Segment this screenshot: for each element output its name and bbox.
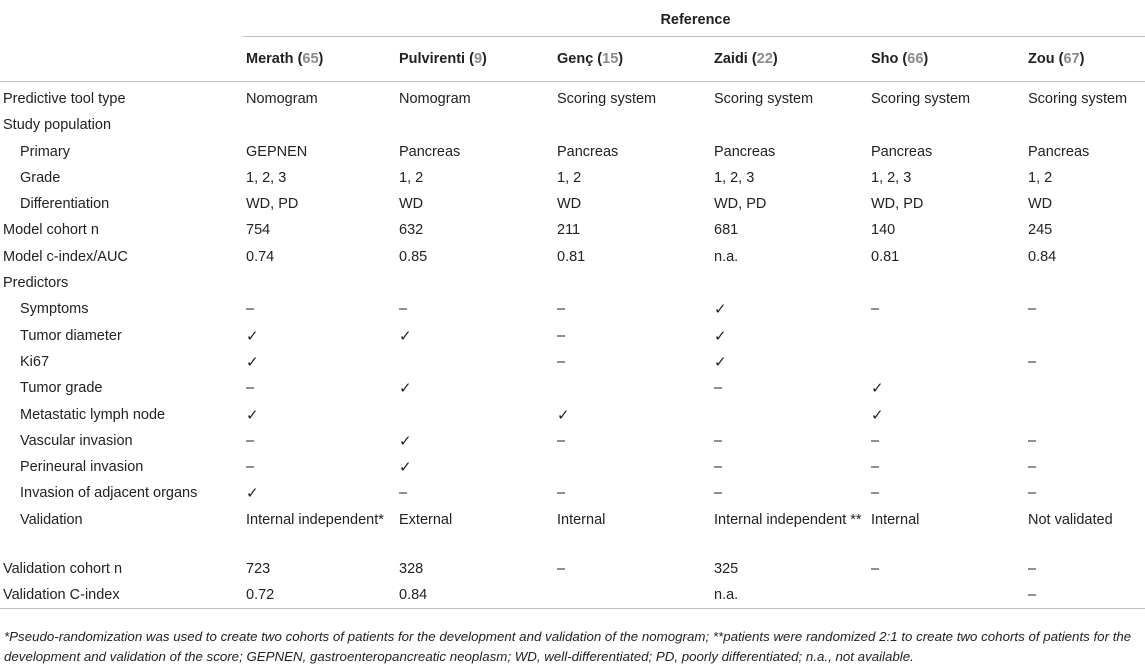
table-cell: Scoring system <box>871 91 971 107</box>
citation-link[interactable]: 67 <box>1063 51 1080 67</box>
column-author: Pulvirenti <box>399 51 466 67</box>
table-cell: GEPNEN <box>246 143 308 160</box>
table-cell: 0.85 <box>399 248 428 265</box>
column-header: Genç (15) <box>554 37 711 82</box>
row-label: Model c-index/AUC <box>3 248 128 265</box>
table-cell <box>554 582 711 609</box>
table-cell <box>1025 323 1145 349</box>
table-cell <box>396 402 554 428</box>
table-cell: Pancreas <box>557 143 619 160</box>
table-cell: 632 <box>399 222 424 239</box>
table-row <box>0 402 1145 428</box>
table-cell: – <box>871 301 880 318</box>
table-footnote: *Pseudo-randomization was used to create two cohorts of patients for the development and validation of the nomogram; **patients were randomized 2:1 to create two cohorts of patients for the development and validation of the score; GEPNEN, gastroenteropancreatic neoplasm; WD, well-differentiated; PD, poorly differentiated; n.a., not available. <box>4 629 1132 664</box>
table-cell <box>554 454 711 480</box>
table-cell: – <box>871 459 880 476</box>
table-cell: 0.81 <box>871 248 900 265</box>
row-label: Study population <box>3 117 112 134</box>
table-cell <box>554 270 711 296</box>
table-cell: – <box>557 353 566 370</box>
check-mark-cell: ✓ <box>871 379 884 398</box>
table-cell <box>396 270 554 296</box>
table-cell: 681 <box>714 222 739 239</box>
table-cell: 1, 2, 3 <box>871 169 912 186</box>
table-cell: – <box>714 485 723 502</box>
table-cell <box>868 112 1025 138</box>
check-mark-cell: ✓ <box>246 405 259 424</box>
column-author: Zou <box>1028 51 1055 67</box>
table-cell: WD, PD <box>246 196 299 213</box>
table-row <box>0 582 1145 609</box>
column-header: Merath (65) <box>243 37 396 82</box>
table-cell: Scoring system <box>557 91 657 107</box>
table-cell: 754 <box>246 222 271 239</box>
table-cell: – <box>714 432 723 449</box>
table-cell: 245 <box>1028 222 1053 239</box>
citation-link[interactable]: 66 <box>907 51 924 67</box>
table-cell: – <box>557 301 566 318</box>
table-cell: 0.81 <box>557 248 586 265</box>
table-cell: – <box>871 432 880 449</box>
table-cell <box>396 349 554 375</box>
row-label: Metastatic lymph node <box>20 406 166 423</box>
row-label: Primary <box>20 143 70 160</box>
table-cell: – <box>557 327 566 344</box>
table-cell: 1, 2 <box>557 169 582 186</box>
table-cell: WD, PD <box>871 196 924 213</box>
check-mark-cell: ✓ <box>399 458 412 477</box>
table-cell: 0.72 <box>243 582 396 609</box>
table-cell: – <box>714 459 723 476</box>
table-cell: – <box>1028 353 1037 370</box>
table-row <box>0 270 1145 296</box>
row-label: Predictors <box>3 275 69 292</box>
table-cell: 140 <box>871 222 896 239</box>
citation-link[interactable]: 15 <box>602 51 619 67</box>
table-cell: Internal <box>557 511 606 528</box>
table-cell <box>868 323 1025 349</box>
table-cell: 1, 2, 3 <box>246 169 287 186</box>
table-row <box>0 323 1145 349</box>
check-mark-cell: ✓ <box>246 352 259 371</box>
column-header: Sho (66) <box>868 37 1025 82</box>
table-body <box>0 82 1145 609</box>
table-cell: 0.84 <box>1028 248 1057 265</box>
row-label: Tumor diameter <box>20 327 122 344</box>
label-column-header <box>0 37 243 82</box>
table-cell: – <box>557 485 566 502</box>
row-label: Perineural invasion <box>20 459 144 476</box>
table-row <box>0 112 1145 138</box>
column-header: Pulvirenti (9) <box>396 37 554 82</box>
table-cell <box>243 270 396 296</box>
corner-cell <box>0 4 243 37</box>
table-row <box>0 454 1145 480</box>
check-mark-cell: ✓ <box>246 326 259 345</box>
table-cell: Pancreas <box>871 143 933 160</box>
table-row <box>0 507 1145 556</box>
column-author: Zaidi <box>714 51 748 67</box>
table-cell: Nomogram <box>246 91 318 107</box>
table-row <box>0 556 1145 582</box>
table-cell: Internal independent ** <box>714 511 862 528</box>
check-mark-cell: ✓ <box>557 405 570 424</box>
table-row <box>0 191 1145 217</box>
citation-link[interactable]: 22 <box>756 51 773 67</box>
table-cell: – <box>1028 560 1037 577</box>
table-cell: 1, 2 <box>1028 169 1053 186</box>
table-cell <box>711 402 868 428</box>
column-author: Sho <box>871 51 899 67</box>
check-mark-cell: ✓ <box>714 300 727 319</box>
table-cell <box>1025 270 1145 296</box>
table-cell: Pancreas <box>399 143 461 160</box>
check-mark-cell: ✓ <box>871 405 884 424</box>
column-header: Zou (67) <box>1025 37 1145 82</box>
row-label: Invasion of adjacent organs <box>20 485 198 502</box>
table-cell: 211 <box>557 222 581 239</box>
table-cell <box>711 112 868 138</box>
table-cell: – <box>1028 459 1037 476</box>
check-mark-cell: ✓ <box>399 326 412 345</box>
table-cell: WD <box>557 196 582 213</box>
table-cell: – <box>1028 432 1037 449</box>
table-cell: 723 <box>246 560 271 577</box>
table-cell: – <box>871 560 880 577</box>
table-cell: Pancreas <box>714 143 776 160</box>
row-label: Predictive tool type <box>3 91 126 107</box>
table-cell: – <box>1028 485 1037 502</box>
table-row <box>0 428 1145 454</box>
reference-header-row <box>0 4 1145 37</box>
table-cell: n.a. <box>714 248 739 265</box>
row-label: Ki67 <box>20 353 50 370</box>
table-cell: 325 <box>714 560 739 577</box>
check-mark-cell: ✓ <box>714 326 727 345</box>
table-cell: 0.84 <box>396 582 554 609</box>
table-cell: – <box>557 432 566 449</box>
table-cell: WD, PD <box>714 196 767 213</box>
table-cell: – <box>557 560 566 577</box>
column-author: Merath <box>246 51 294 67</box>
table-cell: Nomogram <box>399 91 471 107</box>
comparison-table <box>0 4 1145 609</box>
table-cell <box>554 375 711 401</box>
table-row <box>0 480 1145 506</box>
table-cell: Scoring system <box>714 91 814 107</box>
table-cell: 1, 2, 3 <box>714 169 755 186</box>
table-cell <box>868 270 1025 296</box>
check-mark-cell: ✓ <box>399 431 412 450</box>
table-cell <box>868 349 1025 375</box>
row-label: Differentiation <box>20 196 110 213</box>
table-cell: – <box>399 485 408 502</box>
table-cell <box>243 112 396 138</box>
row-label: Validation C-index <box>0 582 243 609</box>
row-label: Symptoms <box>20 301 89 318</box>
table-cell <box>554 112 711 138</box>
table-cell: – <box>1028 301 1037 318</box>
table-cell: Pancreas <box>1028 143 1090 160</box>
table-cell: – <box>871 485 880 502</box>
table-cell: WD <box>1028 196 1053 213</box>
table-cell: 1, 2 <box>399 169 424 186</box>
table-cell: Not validated <box>1028 511 1113 528</box>
row-label: Grade <box>20 169 61 186</box>
table-cell: n.a. <box>711 582 868 609</box>
citation-link[interactable]: 65 <box>302 51 319 67</box>
table-cell: Scoring system <box>1028 91 1128 107</box>
table-cell: – <box>399 301 408 318</box>
table-cell <box>396 112 554 138</box>
table-cell <box>1025 375 1145 401</box>
table-cell: 328 <box>399 560 424 577</box>
check-mark-cell: ✓ <box>246 484 259 503</box>
table-cell <box>711 270 868 296</box>
table-cell: – <box>714 380 723 397</box>
table-cell: – <box>246 432 255 449</box>
row-label: Tumor grade <box>20 380 103 397</box>
table-cell: – <box>246 301 255 318</box>
table-cell <box>1025 402 1145 428</box>
table-cell: – <box>246 380 255 397</box>
table-cell: – <box>246 459 255 476</box>
table-row <box>0 244 1145 270</box>
table-row <box>0 82 1145 113</box>
table-row <box>0 139 1145 165</box>
check-mark-cell: ✓ <box>399 379 412 398</box>
table-row <box>0 375 1145 401</box>
column-header-row <box>0 37 1145 82</box>
column-header: Zaidi (22) <box>711 37 868 82</box>
citation-link[interactable]: 9 <box>473 51 483 67</box>
table-row <box>0 296 1145 322</box>
check-mark-cell: ✓ <box>714 352 727 371</box>
table-row <box>0 349 1145 375</box>
row-label: Model cohort n <box>3 222 99 239</box>
reference-label: Reference <box>243 4 1145 37</box>
table-cell: External <box>399 511 453 528</box>
row-label: Vascular invasion <box>20 432 133 449</box>
table-cell: Internal <box>871 511 920 528</box>
table-cell: 0.74 <box>246 248 275 265</box>
table-cell: – <box>1025 582 1145 609</box>
table-cell <box>868 582 1025 609</box>
column-author: Genç <box>557 51 594 67</box>
row-label: Validation cohort n <box>3 560 123 577</box>
table-cell: WD <box>399 196 424 213</box>
table-cell: Internal independent* <box>246 511 384 528</box>
table-cell <box>1025 112 1145 138</box>
table-row <box>0 217 1145 243</box>
table-row <box>0 165 1145 191</box>
row-label: Validation <box>20 511 83 528</box>
